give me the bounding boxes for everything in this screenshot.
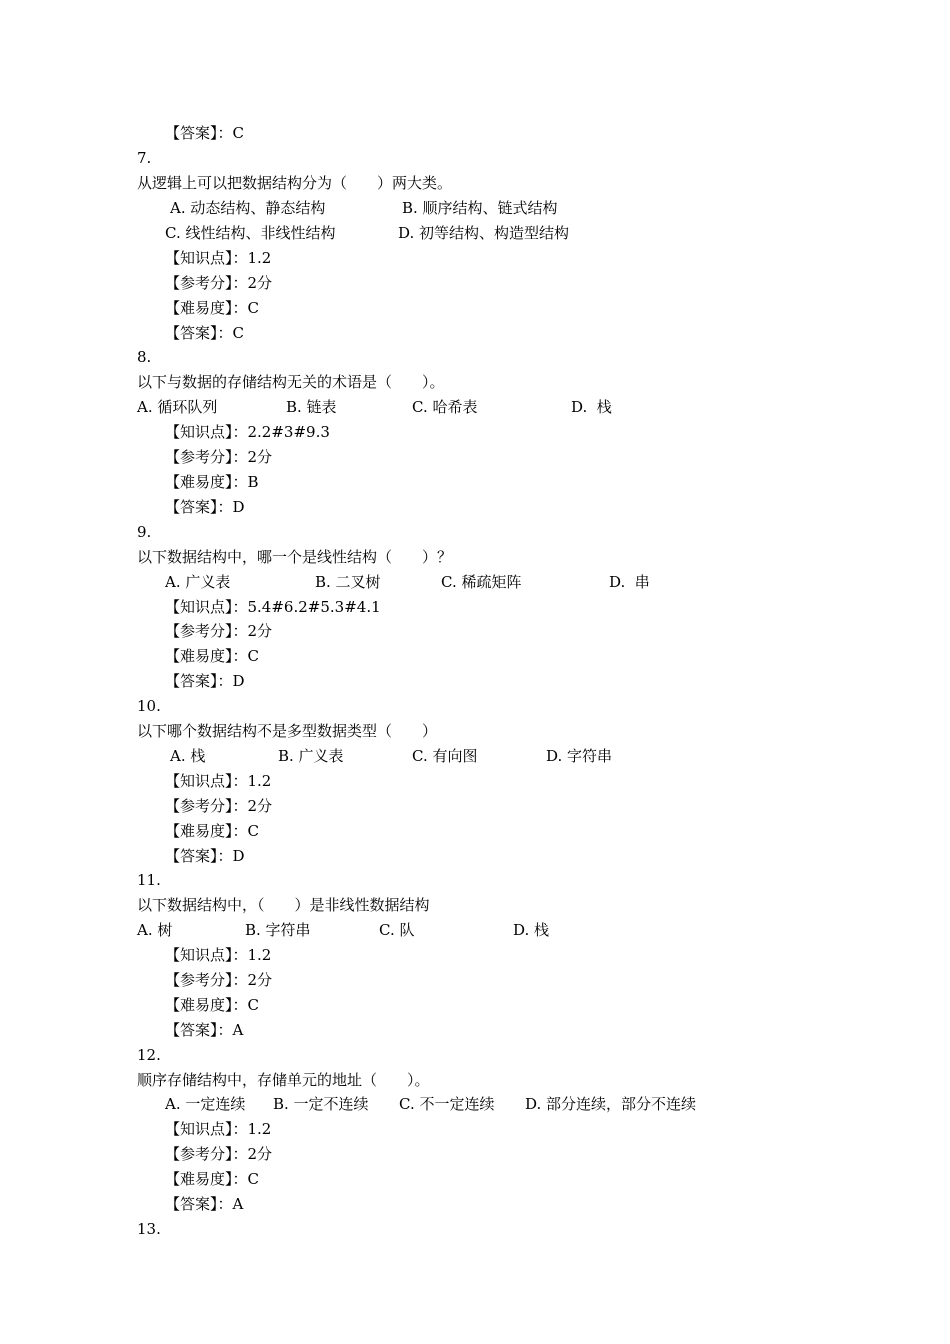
question-stem: 从逻辑上可以把数据结构分为（ ）两大类。 — [137, 174, 453, 192]
reference-score: 【参考分】：2分 — [165, 971, 273, 989]
knowledge-point: 【知识点】：1.2 — [165, 1120, 272, 1138]
option-c: C. 队 — [379, 921, 415, 939]
option-a: A. 广义表 — [165, 573, 231, 591]
question-number: 9. — [137, 523, 152, 541]
option-c: C. 线性结构、非线性结构 — [165, 224, 336, 242]
option-c: C. 不一定连续 — [399, 1095, 495, 1113]
option-a: A. 树 — [137, 921, 173, 939]
option-a: A. 循环队列 — [137, 398, 218, 416]
option-d: D. 栈 — [513, 921, 550, 939]
difficulty: 【难易度】：C — [165, 1170, 259, 1188]
option-b: B. 二叉树 — [315, 573, 381, 591]
knowledge-point: 【知识点】：5.4#6.2#5.3#4.1 — [165, 598, 381, 616]
answer: 【答案】：D — [165, 847, 245, 865]
option-d: D. 串 — [609, 573, 650, 591]
answer: 【答案】：C — [165, 324, 244, 342]
answer: 【答案】：A — [165, 1021, 244, 1039]
question-number: 12. — [137, 1046, 161, 1064]
option-a: A. 栈 — [170, 747, 206, 765]
question-stem: 以下哪个数据结构不是多型数据类型（ ） — [137, 722, 438, 740]
reference-score: 【参考分】：2分 — [165, 622, 273, 640]
question-stem: 以下与数据的存储结构无关的术语是（ ）。 — [137, 373, 445, 391]
option-b: B. 链表 — [286, 398, 337, 416]
question-number: 10. — [137, 697, 161, 715]
question-number: 7. — [137, 149, 152, 167]
option-a: A. 动态结构、静态结构 — [170, 199, 326, 217]
question-number: 8. — [137, 348, 152, 366]
option-b: B. 顺序结构、链式结构 — [402, 199, 558, 217]
reference-score: 【参考分】：2分 — [165, 797, 273, 815]
difficulty: 【难易度】：C — [165, 299, 259, 317]
option-c: C. 稀疏矩阵 — [441, 573, 522, 591]
option-d: D. 栈 — [571, 398, 612, 416]
option-d: D. 部分连续，部分不连续 — [525, 1095, 697, 1113]
option-d: D. 初等结构、构造型结构 — [398, 224, 570, 242]
knowledge-point: 【知识点】：1.2 — [165, 772, 272, 790]
reference-score: 【参考分】：2分 — [165, 274, 273, 292]
difficulty: 【难易度】：C — [165, 996, 259, 1014]
option-d: D. 字符串 — [546, 747, 613, 765]
difficulty: 【难易度】：C — [165, 647, 259, 665]
question-stem: 以下数据结构中，哪一个是线性结构（ ）？ — [137, 548, 453, 566]
question-number: 13. — [137, 1220, 161, 1238]
answer: 【答案】：D — [165, 672, 245, 690]
knowledge-point: 【知识点】：1.2 — [165, 946, 272, 964]
question-stem: 以下数据结构中，（ ）是非线性数据结构 — [137, 896, 430, 914]
question-number: 11. — [137, 871, 161, 889]
difficulty: 【难易度】：B — [165, 473, 259, 491]
knowledge-point: 【知识点】：2.2#3#9.3 — [165, 423, 330, 441]
question-stem: 顺序存储结构中，存储单元的地址（ ）。 — [137, 1071, 430, 1089]
difficulty: 【难易度】：C — [165, 822, 259, 840]
option-b: B. 字符串 — [245, 921, 311, 939]
knowledge-point: 【知识点】：1.2 — [165, 249, 272, 267]
option-c: C. 哈希表 — [412, 398, 478, 416]
option-b: B. 一定不连续 — [273, 1095, 369, 1113]
option-b: B. 广义表 — [278, 747, 344, 765]
prev-answer: 【答案】：C — [165, 124, 244, 142]
answer: 【答案】：D — [165, 498, 245, 516]
reference-score: 【参考分】：2分 — [165, 448, 273, 466]
reference-score: 【参考分】：2分 — [165, 1145, 273, 1163]
option-c: C. 有向图 — [412, 747, 478, 765]
option-a: A. 一定连续 — [165, 1095, 246, 1113]
answer: 【答案】：A — [165, 1195, 244, 1213]
